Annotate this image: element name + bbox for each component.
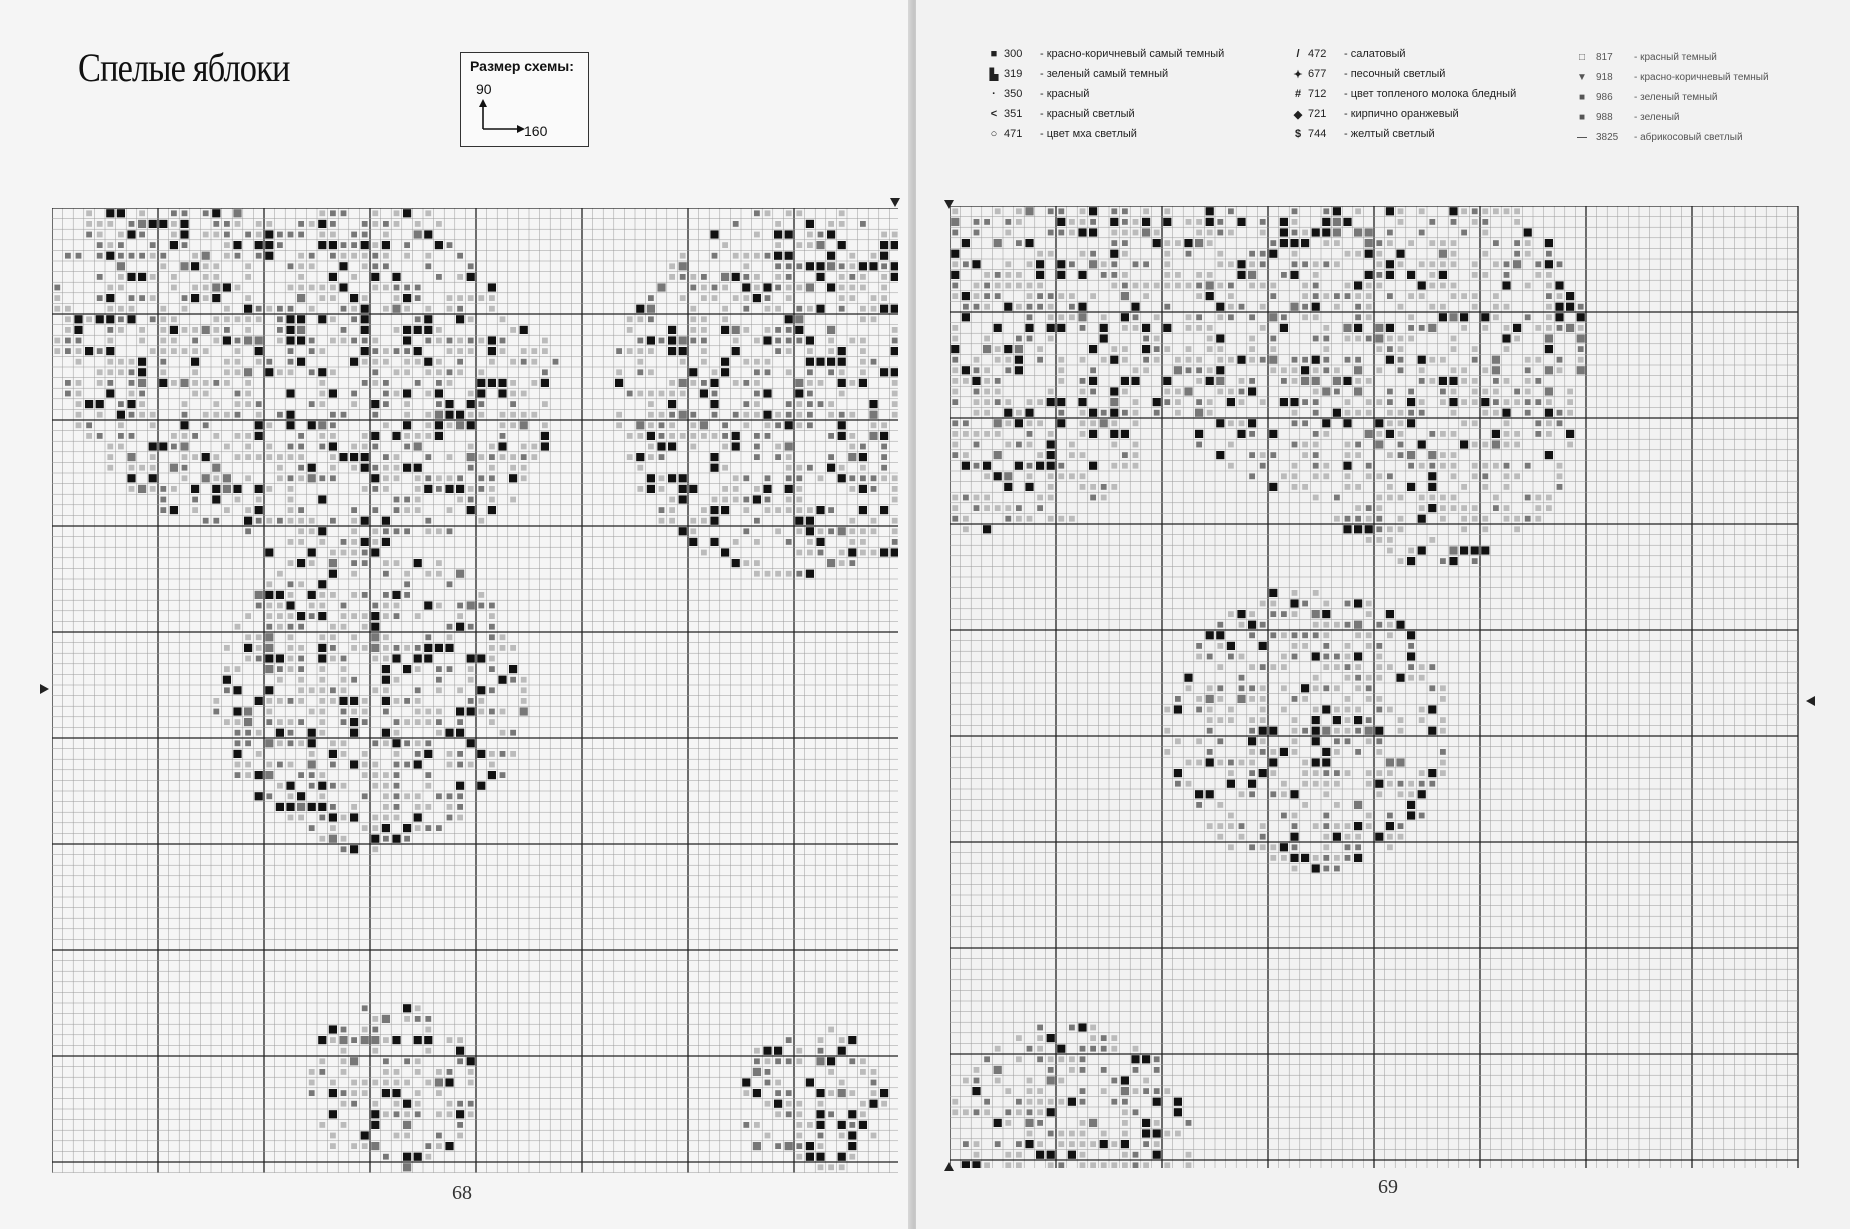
legend-symbol: ◆: [1293, 109, 1303, 121]
legend-symbol: ▼: [1577, 72, 1587, 83]
legend-name: - желтый светлый: [1344, 128, 1435, 140]
pattern-grid-right: [950, 206, 1800, 1168]
legend-code: 988: [1596, 112, 1613, 123]
legend-name: - салатовый: [1344, 48, 1406, 60]
legend-symbol: ○: [990, 128, 998, 140]
legend-name: - красный светлый: [1040, 108, 1135, 120]
size-width: 160: [524, 123, 548, 139]
pattern-size-box: [460, 52, 589, 147]
legend-name: - кирпично оранжевый: [1344, 108, 1459, 120]
grid-lines: [950, 206, 1798, 1168]
size-height: 90: [476, 81, 492, 97]
legend-symbol: ■: [990, 48, 998, 60]
size-label: Размер схемы:: [470, 58, 574, 74]
legend-name: - красный темный: [1634, 52, 1717, 63]
center-marker-left-icon: [40, 684, 49, 694]
center-marker-right-icon: [1806, 696, 1815, 706]
right-page: [916, 0, 1850, 1229]
center-marker-top-icon: [890, 198, 900, 207]
legend-symbol: —: [1577, 132, 1587, 143]
legend-name: - зеленый самый темный: [1040, 68, 1169, 80]
legend-name: - цвет топленого молока бледный: [1344, 88, 1517, 100]
page-number-right: 69: [1378, 1176, 1398, 1198]
legend-code: 677: [1308, 68, 1327, 80]
legend-name: - красно-коричневый темный: [1634, 72, 1769, 83]
legend-code: 744: [1308, 128, 1327, 140]
legend-code: 817: [1596, 52, 1613, 63]
pattern-grid-left: [52, 208, 898, 1176]
left-page: [0, 0, 912, 1229]
legend-code: 319: [1004, 68, 1023, 80]
legend-name: - зеленый темный: [1634, 92, 1718, 103]
legend-symbol: ■: [1578, 92, 1586, 103]
center-marker-bottom-icon: [944, 1162, 954, 1171]
pattern-title: Спелые яблоки: [78, 45, 290, 90]
legend-code: 351: [1004, 108, 1023, 120]
legend-symbol: /: [1296, 48, 1300, 60]
legend-name: - песочный светлый: [1344, 68, 1446, 80]
legend-name: - абрикосовый светлый: [1634, 132, 1743, 143]
legend-code: 3825: [1596, 132, 1619, 143]
legend-code: 350: [1004, 88, 1023, 100]
legend-symbol: □: [1578, 52, 1586, 63]
legend-code: 918: [1596, 72, 1613, 83]
size-axes-icon: [479, 99, 529, 133]
legend-code: 712: [1308, 88, 1327, 100]
legend-symbol: ✦: [1293, 69, 1303, 81]
legend-code: 721: [1308, 108, 1327, 120]
page-number-left: 68: [452, 1182, 472, 1204]
grid-lines: [52, 208, 898, 1173]
legend-symbol: <: [990, 108, 998, 120]
center-marker-top-icon: [944, 200, 954, 209]
legend-code: 472: [1308, 48, 1327, 60]
legend-symbol: $: [1294, 128, 1302, 140]
legend-symbol: ▙: [989, 69, 999, 81]
legend-code: 986: [1596, 92, 1613, 103]
legend-symbol: ·: [992, 88, 996, 100]
legend-name: - красный: [1040, 88, 1090, 100]
legend-symbol: ■: [1578, 112, 1586, 123]
legend-code: 471: [1004, 128, 1023, 140]
legend-name: - зеленый: [1634, 112, 1680, 123]
legend-name: - цвет мха светлый: [1040, 128, 1137, 140]
legend-symbol: #: [1294, 88, 1302, 100]
legend-name: - красно-коричневый самый темный: [1040, 48, 1225, 60]
legend-code: 300: [1004, 48, 1023, 60]
